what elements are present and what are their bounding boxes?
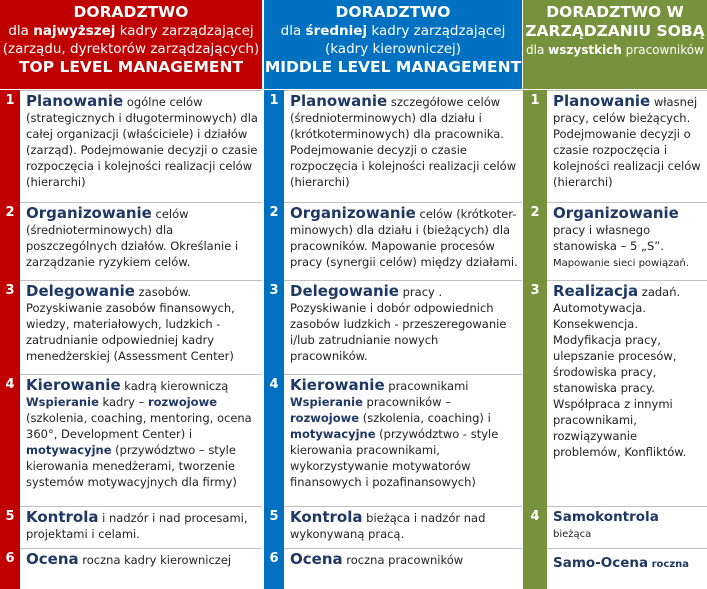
header-subtitle-bold: średniej (305, 23, 368, 39)
header-note: (zarządu, dyrektorów zarządzających) (2, 41, 260, 57)
row-content (547, 202, 707, 280)
row-text: szczegółowe celów (średnioterminowych) dla działu i (krótkoterminowych) dla pracownika. Podejmowanie decyzji o czasie rozpoczęcia i kolejności realizacji celów (hierarchi) (290, 95, 517, 189)
row-content (20, 280, 262, 374)
row-text-1: kadry – (98, 395, 148, 409)
row-number: 2 (0, 202, 20, 280)
row-number: 3 (523, 280, 547, 506)
row-text: pracy i własnego stanowiska – 5 „S”. (553, 223, 664, 253)
row-content (20, 548, 262, 589)
row-number: 6 (0, 548, 20, 589)
row-content (284, 548, 522, 589)
row-number: 3 (0, 280, 20, 374)
row-number: 1 (0, 90, 20, 202)
row-number: 1 (523, 90, 547, 202)
row-small-text: Mapowanie sieci powiązań. (553, 258, 690, 269)
row-content (284, 374, 522, 506)
row-content (20, 90, 262, 202)
table-row (264, 202, 522, 280)
row-content (20, 202, 262, 280)
header-subtitle-post: kadry zarządzającej (119, 23, 254, 39)
row-text: i nadzór i nad procesami, projektami i celami. (26, 511, 248, 541)
header-title: DORADZTWO (335, 3, 451, 21)
row-key: Realizacja (553, 282, 639, 300)
row-number: 5 (0, 506, 20, 548)
row-key: Kontrola (26, 508, 99, 526)
row-number: 4 (0, 374, 20, 506)
row-bold-2: rozwojowe (290, 411, 360, 425)
table-row (523, 202, 707, 280)
row-bold-2: rozwojowe (147, 395, 217, 409)
header-subtitle-bold: wszystkich (548, 43, 622, 57)
row-text: bieżąca (553, 529, 592, 540)
table-row (523, 548, 707, 589)
table-row (0, 548, 262, 589)
row-text-1: pracowników – (362, 395, 451, 409)
row-key: Samokontrola (553, 509, 659, 525)
row-key: Ocena (26, 550, 79, 568)
header-title-line2: ZARZĄDZANIU SOBĄ (525, 22, 705, 40)
header-subtitle (523, 41, 707, 59)
row-text-3: (przywództwo – style kierowania menedżerami, tworzenie systemów motywacyjnych dla firmy) (26, 443, 237, 489)
header-note: (kadry kierowniczej) (324, 41, 462, 57)
row-content (547, 548, 707, 589)
row-key: Planowanie (26, 92, 124, 110)
row-text: bieżąca i nadzór nad wykonywaną pracą. (290, 511, 486, 541)
row-number: 3 (264, 280, 284, 374)
header-subtitle (264, 22, 522, 40)
header-subtitle (0, 22, 262, 40)
row-bold-3: motywacyjne (290, 427, 376, 441)
row-text: pracownikami (384, 379, 469, 393)
row-number: 5 (264, 506, 284, 548)
row-text: zasobów. Pozyskiwanie zasobów finansowych, wiedzy, materiałowych, ludzkich - zatrudnianie odpowiedniej kadry menedżerskiej (Assessment Center) (26, 285, 235, 363)
row-content (284, 280, 522, 374)
row-text: kadrą kierowniczą (120, 379, 229, 393)
table-row (0, 90, 262, 202)
row-text: roczna kadry kierowniczej (78, 553, 232, 567)
row-text: roczna pracowników (342, 553, 464, 567)
header-title-line1: DORADZTWO W (546, 3, 684, 21)
row-content (284, 506, 522, 548)
row-key: Organizowanie (26, 204, 152, 222)
row-text: ogólne celów (strategicznych i długoterminowych) dla całej organizacji (właściciele) i działów (zarząd). Podejmowanie decyzji o czasie rozpoczęcia i kolejności realizacji celów (hierarchi) (26, 95, 258, 189)
row-text: celów (krótkoter-minowych) dla działu i (bieżących) dla pracowników. Mapowanie procesów pracy (synergii celów) między działami. (290, 207, 518, 269)
row-key: Delegowanie (26, 282, 135, 300)
row-content (284, 90, 522, 202)
table-row (0, 374, 262, 506)
table-row (523, 90, 707, 202)
row-bold-1: Wspieranie (26, 395, 99, 409)
row-key: Kierowanie (290, 376, 385, 394)
row-key: Ocena (290, 550, 343, 568)
table-row (523, 280, 707, 506)
table-row (264, 374, 522, 506)
row-content (20, 374, 262, 506)
row-text-2: (szkolenia, coaching, mentoring, ocena 360°, Development Center) i (26, 411, 252, 441)
row-content (547, 280, 707, 506)
table-row (264, 280, 522, 374)
row-number: 4 (523, 506, 547, 548)
header-level: MIDDLE LEVEL MANAGEMENT (264, 58, 522, 76)
header-subtitle-pre: dla (280, 23, 302, 39)
row-number: 4 (264, 374, 284, 506)
column-top-level (0, 0, 262, 589)
row-key: Planowanie (290, 92, 388, 110)
table-row (523, 506, 707, 548)
header-title: DORADZTWO (73, 3, 189, 21)
row-key: Samo-Ocena (553, 555, 649, 571)
header-subtitle-post: pracowników (625, 43, 704, 57)
column-self-management (523, 0, 707, 589)
row-text: zadań. (638, 285, 681, 299)
row-text: celów (średnioterminowych) dla poszczególnych działów. Określanie i zarządzanie ryzykiem celów. (26, 207, 239, 269)
row-number: 6 (264, 548, 284, 589)
row-number (523, 548, 547, 589)
row-number: 2 (264, 202, 284, 280)
row-bold-1: Wspieranie (290, 395, 363, 409)
row-text: roczna (648, 559, 690, 570)
table-row (0, 280, 262, 374)
row-key: Organizowanie (290, 204, 416, 222)
table-row (0, 202, 262, 280)
column-middle-level (264, 0, 522, 589)
table-row (264, 90, 522, 202)
row-key: Planowanie (553, 92, 651, 110)
row-content (284, 202, 522, 280)
row-key: Delegowanie (290, 282, 399, 300)
row-content (20, 506, 262, 548)
row-content (547, 506, 707, 548)
row-content (547, 90, 707, 202)
row-number: 1 (264, 90, 284, 202)
row-text-3: (przywództwo - style kierowania pracownikami, wykorzystywanie motywatorów finansowych i pozafinansowych) (290, 427, 499, 489)
table-row (264, 506, 522, 548)
header-self-management (523, 0, 707, 89)
table-row (264, 548, 522, 589)
row-key: Organizowanie (553, 204, 679, 222)
row-body: Automotywacja. Konsekwencja. Modyfikacja pracy, ulepszanie procesów, środowiska pracy, stanowiska pracy. Współpraca z innymi pracownikami, rozwiązywanie problemów, Konfliktów. (553, 301, 687, 459)
header-top-level (0, 0, 262, 89)
row-number: 2 (523, 202, 547, 280)
header-level: TOP LEVEL MANAGEMENT (18, 58, 244, 76)
header-subtitle-pre: dla (8, 23, 29, 39)
row-key: Kontrola (290, 508, 363, 526)
row-text: pracy . Pozyskiwanie i dobór odpowiednich zasobów ludzkich - przeszeregowanie i/lub zatrudnianie nowych pracowników. (290, 285, 507, 363)
header-subtitle-pre: dla (526, 43, 545, 57)
row-text: własnej pracy, celów bieżących. Podejmowanie decyzji o czasie rozpoczęcia i kolejności realizacji celów (hierarchi) (553, 95, 701, 189)
header-subtitle-post: kadry zarządzającej (371, 23, 506, 39)
row-bold-3: motywacyjne (26, 443, 112, 457)
row-text-2: (szkolenia, coaching) i (359, 411, 491, 425)
header-middle-level (264, 0, 522, 89)
table-row (0, 506, 262, 548)
row-key: Kierowanie (26, 376, 121, 394)
header-subtitle-bold: najwyższej (33, 23, 116, 39)
